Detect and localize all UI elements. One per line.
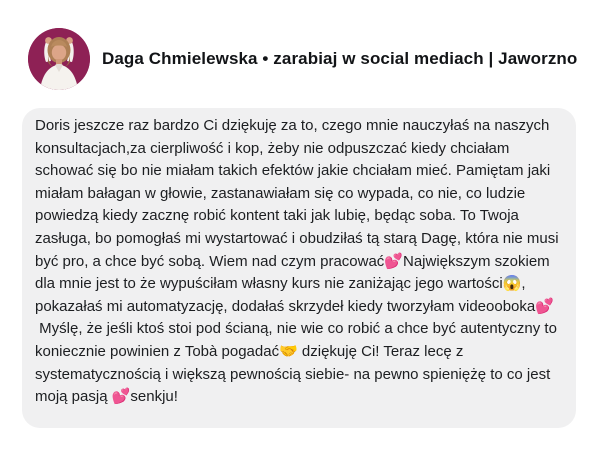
message-header <box>28 28 577 90</box>
avatar-photo-icon <box>28 28 90 90</box>
message-paragraph-1: Doris jeszcze raz bardzo Ci dziękuję za to, czego mnie nauczyłaś na naszych konsultacjach,za cierpliwość i kop, żeby nie odpuszczać kiedy chciałam schować się bo nie miałam takich efektów jakie chciałam mieć. Pamiętam jaki miałam bałagan w głowie, zastanawiałam się co wypada, co nie, co ludzie powiedzą kiedy zacznę robić kontent taki jak lubię, będąc soba. To Twoja zasługa, bo pomogłaś mi wystartować i obudziłaś tą starą Dagę, która nie musi być pro, a chce być sobą. Wiem nad czym pracować💕Największym szokiem dla mnie jest to że wypuściłam własny kurs nie zaniżając jego wartości😱, pokazałaś mi automatyzację, dodałaś skrzydeł kiedy tworzyłam videooboka💕 <box>35 117 563 315</box>
message-paragraph-2: Myślę, że jeśli ktoś stoi pod ścianą, nie wie co robić a chce być autentyczny to koniecznie powinien z Tobà pogadać🤝 dziękuję Ci! Teraz lecę z systematycznością i większą pewnością siebie- na pewno spieniężę to co jest moją pasją 💕senkju! <box>35 320 562 406</box>
chat-title[interactable]: Daga Chmielewska • zarabiaj w social mediach | Jaworzno <box>102 49 578 68</box>
message-bubble <box>22 108 576 428</box>
avatar[interactable] <box>28 28 90 90</box>
